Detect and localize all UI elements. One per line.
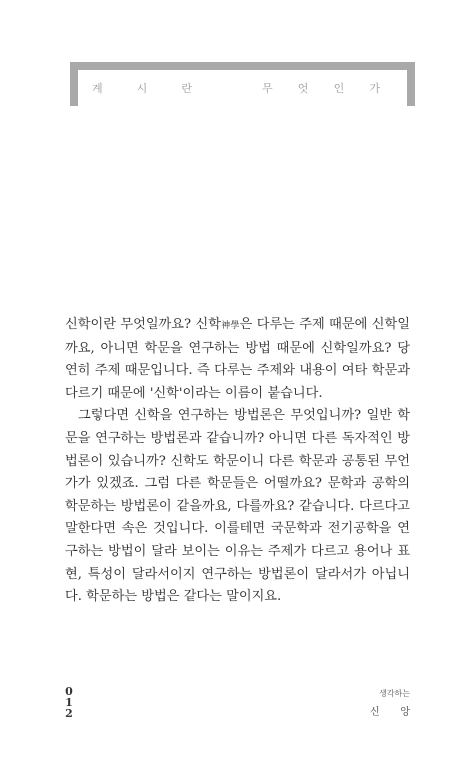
header-char: 무 bbox=[262, 82, 273, 95]
series-title bbox=[360, 703, 410, 718]
series-title-char: 앙 bbox=[400, 707, 410, 718]
paragraph-1 bbox=[65, 314, 410, 405]
header-char: 가 bbox=[369, 82, 380, 95]
header-char: 계 bbox=[92, 82, 103, 95]
page-digit: 1 bbox=[65, 696, 73, 709]
page-digit: 2 bbox=[65, 707, 73, 720]
hanja-annotation: 神學 bbox=[220, 321, 240, 331]
page-digit: 0 bbox=[65, 685, 73, 698]
paragraph-1-start: 신학이란 무엇일까요? 신학 bbox=[65, 317, 221, 332]
header-char: 란 bbox=[181, 82, 192, 95]
page-number bbox=[64, 686, 74, 719]
header-char: 시 bbox=[136, 82, 148, 95]
header-char: 엇 bbox=[297, 82, 309, 95]
series-label: 생각하는 bbox=[379, 689, 410, 698]
header-char: 인 bbox=[333, 82, 345, 95]
body-text bbox=[65, 314, 410, 609]
running-header-title-right bbox=[262, 80, 380, 96]
paragraph-1-rest: 은 다루는 주제 때문에 신학일까요, 아니면 학문을 연구하는 방법 때문에 신학일까요? 당연히 주제 때문입니다. 즉 다루는 주제와 내용이 여타 학문과 다르기 때문에 '신학'이라는 이름이 붙습니다. bbox=[65, 317, 410, 401]
paragraph-2: 그렇다면 신학을 연구하는 방법론은 무엇입니까? 일반 학문을 연구하는 방법론과 같습니까? 아니면 다른 독자적인 방법론이 있습니까? 신학도 학문이니 다른 학문과 공통된 무언가가 있겠죠. 그럼 다른 학문들은 어떨까요? 문학과 공학의 학문하는 방법론이 같을까요, 다를까요? 같습니다. 다르다고 말한다면 속은 것입니다. 이를테면 국문학과 전기공학을 연구하는 방법이 달라 보이는 이유는 주제가 다르고 용어나 표현, 특성이 달라서이지 연구하는 방법론이 달라서가 아닙니다. 학문하는 방법은 같다는 말이지요. bbox=[65, 408, 410, 605]
running-header-title-left bbox=[92, 80, 192, 96]
series-title-char: 신 bbox=[370, 707, 380, 718]
